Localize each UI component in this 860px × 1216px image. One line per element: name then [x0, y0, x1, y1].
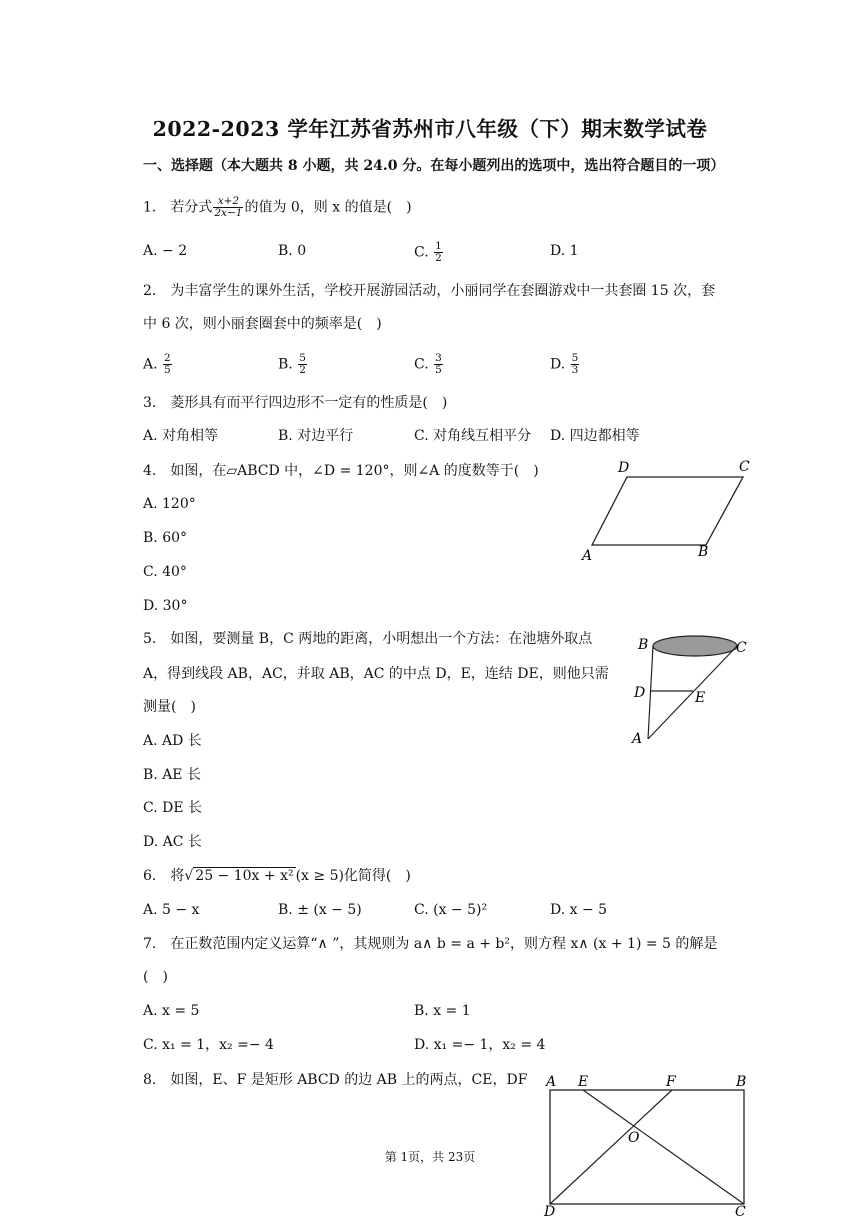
q1-frac-den: 2x−1	[214, 207, 243, 219]
q3-option-c: C. 对角线互相平分	[414, 428, 532, 444]
q8-label-b: B	[736, 1074, 747, 1090]
q2-option-b-fraction	[298, 353, 307, 376]
q1-option-d: D. 1	[550, 243, 579, 259]
q2-option-d-fraction	[571, 353, 580, 376]
q5-stem-line2: A，得到线段 AB，AC，并取 AB，AC 的中点 D，E，连结 DE，则他只需	[143, 666, 609, 682]
q4-parallelogram	[592, 477, 743, 545]
q2-option-b-num: 5	[299, 352, 306, 364]
q2-option-d-letter: D.	[550, 356, 566, 373]
q7-option-b: B. x = 1	[414, 1003, 471, 1019]
q1-stem-post: 的值为 0，则 x 的值是( )	[244, 199, 412, 216]
q2-option-b-letter: B.	[278, 356, 293, 373]
q1-stem	[143, 196, 412, 219]
q5-line-ab	[648, 646, 653, 739]
q6-option-d: D. x − 5	[550, 902, 608, 918]
q8-label-f: F	[666, 1074, 676, 1090]
q2-option-a	[143, 353, 173, 376]
q4-label-d: D	[618, 460, 630, 476]
q2-option-c	[414, 353, 444, 376]
q7-option-c: C. x₁ = 1，x₂ =− 4	[143, 1037, 274, 1053]
q5-label-a: A	[632, 731, 643, 747]
q5-option-c: C. DE 长	[143, 800, 203, 816]
q5-stem-line3: 测量( )	[143, 699, 196, 715]
q2-option-d-den: 3	[571, 364, 579, 376]
q5-option-a: A. AD 长	[143, 733, 202, 749]
q2-option-c-den: 5	[435, 364, 442, 376]
q7-option-d: D. x₁ =− 1，x₂ = 4	[414, 1037, 546, 1053]
q5-label-e: E	[695, 690, 706, 706]
q4-option-a: A. 120°	[143, 496, 196, 512]
section-heading: 一、选择题（本大题共 8 小题，共 24.0 分。在每小题列出的选项中，选出符合题目的一项）	[143, 158, 725, 174]
q2-option-d-num: 5	[571, 352, 579, 364]
q8-rectangle-figure	[540, 1068, 755, 1216]
q1-fraction	[213, 196, 243, 219]
exam-title: 2022-2023 学年江苏省苏州市八年级（下）期末数学试卷	[152, 117, 708, 141]
q6-radicand: 25 − 10x + x²	[195, 868, 294, 884]
sqrt-icon: √	[184, 868, 194, 884]
q2-stem-line1: 2. 为丰富学生的课外生活，学校开展游园活动，小丽同学在套圈游戏中一共套圈 15 次，套	[143, 283, 716, 299]
q4-label-c: C	[739, 459, 750, 475]
q5-option-b: B. AE 长	[143, 767, 201, 783]
q8-line-df	[550, 1090, 672, 1204]
q1-option-c-letter: C.	[414, 244, 429, 261]
q8-label-c: C	[735, 1204, 746, 1216]
q6-option-a: A. 5 − x	[143, 902, 200, 918]
q4-option-b: B. 60°	[143, 530, 188, 546]
q5-label-d: D	[634, 685, 646, 701]
q5-pond-figure	[625, 625, 755, 750]
q4-label-a: A	[582, 548, 593, 564]
q2-option-b-den: 2	[299, 364, 306, 376]
q2-option-c-num: 3	[435, 352, 442, 364]
q2-option-d	[550, 353, 580, 376]
q3-option-b: B. 对边平行	[278, 428, 354, 444]
q8-label-a: A	[546, 1074, 557, 1090]
q6-stem	[143, 866, 411, 886]
q1-option-c-den: 2	[435, 252, 442, 264]
q6-stem-pre: 6. 将	[143, 868, 185, 884]
q2-option-c-fraction	[434, 353, 443, 376]
q5-option-d: D. AC 长	[143, 834, 202, 850]
q5-label-b: B	[638, 637, 649, 653]
q2-option-a-letter: A.	[143, 356, 158, 373]
q6-option-c: C. (x − 5)²	[414, 902, 488, 918]
q8-line-ce	[583, 1090, 744, 1204]
q5-line-ac	[648, 646, 737, 739]
q3-option-d: D. 四边都相等	[550, 428, 640, 444]
q7-option-a: A. x = 5	[143, 1003, 200, 1019]
q1-frac-num: x+2	[213, 196, 243, 208]
q4-option-c: C. 40°	[143, 564, 187, 580]
q4-stem: 4. 如图，在▱ABCD 中，∠D = 120°，则∠A 的度数等于( )	[143, 463, 539, 479]
page-footer: 第 1页，共 23页	[384, 1150, 476, 1164]
q2-option-b	[278, 353, 308, 376]
q1-option-c-num: 1	[435, 240, 442, 252]
q6-stem-post: (x ≥ 5)化简得( )	[295, 868, 411, 884]
q1-stem-pre: 1. 若分式	[143, 199, 213, 216]
q5-stem-line1: 5. 如图，要测量 B，C 两地的距离，小明想出一个方法：在池塘外取点	[143, 631, 593, 647]
q7-stem-line1: 7. 在正数范围内定义运算“∧ ”，其规则为 a∧ b = a + b²，则方程 x∧ (x + 1) = 5 的解是	[143, 936, 718, 952]
q2-stem-line2: 中 6 次，则小丽套圈套中的频率是( )	[143, 316, 382, 332]
q1-option-c	[414, 241, 444, 264]
q4-parallelogram-figure	[575, 455, 760, 565]
q2-option-a-fraction	[163, 353, 172, 376]
q8-label-d: D	[544, 1204, 556, 1216]
q7-stem-line2: ( )	[143, 969, 168, 985]
q8-label-o: O	[628, 1130, 640, 1146]
q8-label-e: E	[578, 1074, 589, 1090]
q8-stem: 8. 如图，E、F 是矩形 ABCD 的边 AB 上的两点，CE，DF	[143, 1072, 528, 1088]
q4-option-d: D. 30°	[143, 598, 188, 614]
q5-pond	[653, 636, 737, 656]
q5-label-c: C	[736, 640, 747, 656]
q1-option-c-fraction	[434, 241, 443, 264]
q2-option-a-den: 5	[164, 364, 171, 376]
q2-option-a-num: 2	[164, 352, 171, 364]
q1-option-a: A. − 2	[143, 243, 188, 259]
q3-stem: 3. 菱形具有而平行四边形不一定有的性质是( )	[143, 395, 448, 411]
q8-rectangle	[550, 1090, 744, 1204]
q6-option-b: B. ± (x − 5)	[278, 902, 362, 918]
q1-option-b: B. 0	[278, 243, 307, 259]
q2-option-c-letter: C.	[414, 356, 429, 373]
q3-option-a: A. 对角相等	[143, 428, 219, 444]
q4-label-b: B	[698, 544, 709, 560]
